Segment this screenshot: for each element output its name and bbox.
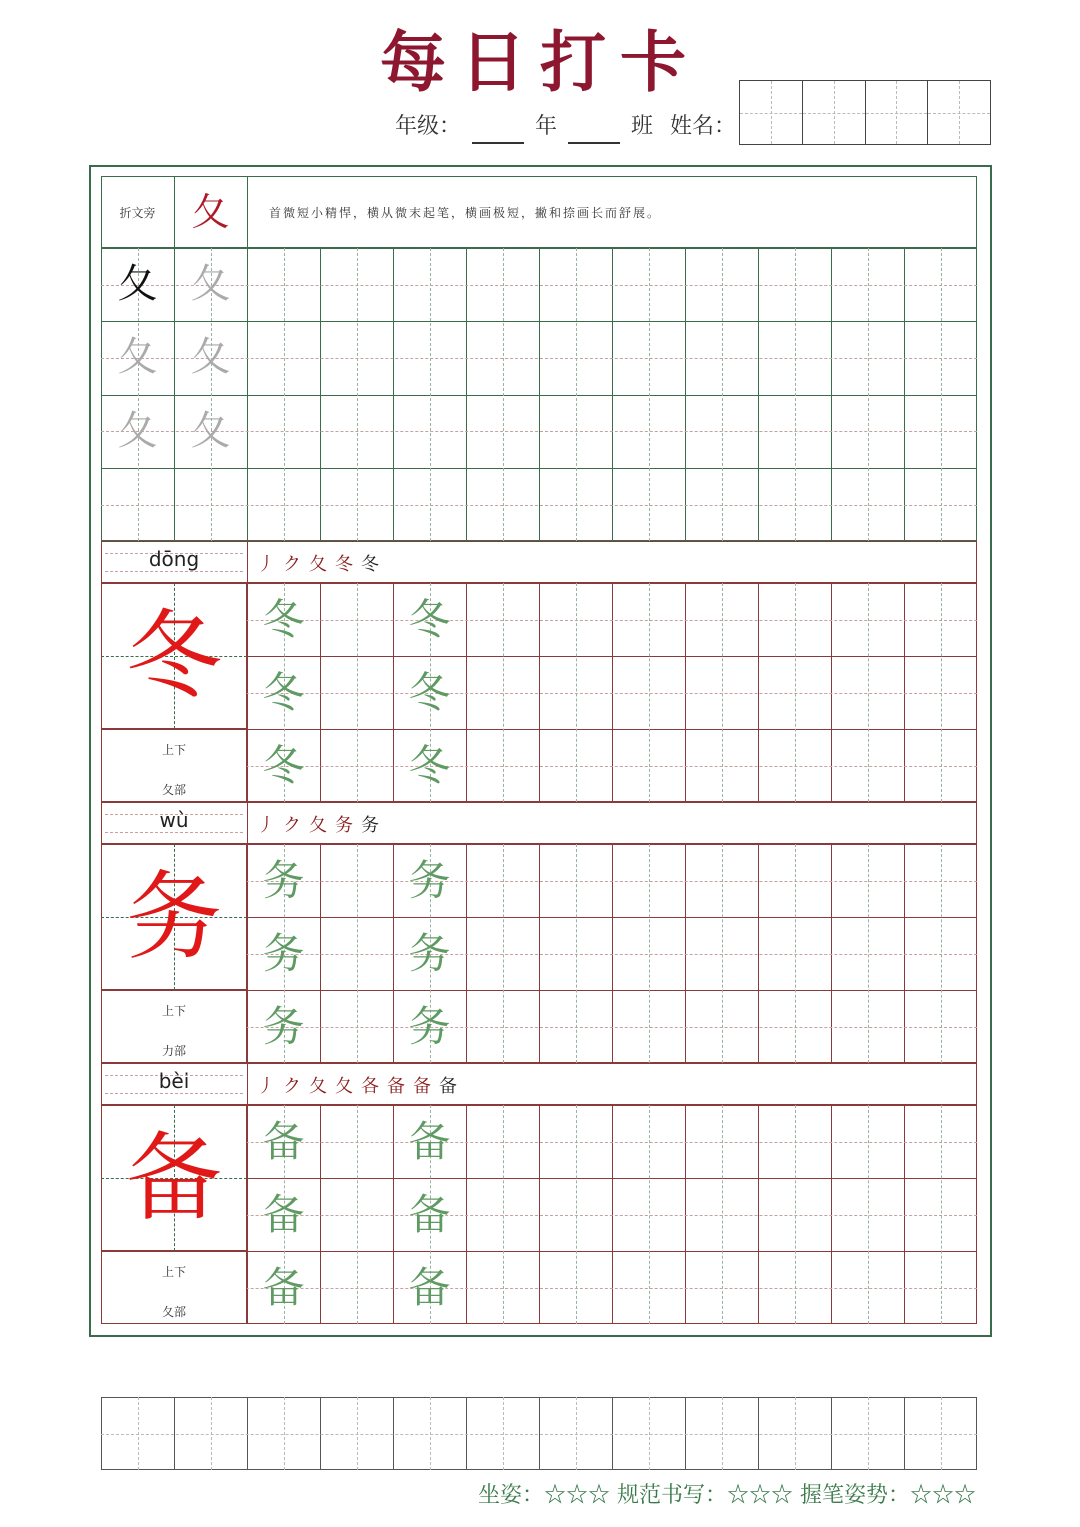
column-line bbox=[904, 248, 905, 541]
column-line bbox=[247, 248, 248, 541]
structure-label: 上下 bbox=[161, 1004, 186, 1018]
trace-char: 备 bbox=[262, 1190, 305, 1239]
mid-guide-line bbox=[649, 248, 650, 541]
trace-char: 冬 bbox=[262, 741, 305, 790]
trace-char: 务 bbox=[408, 1002, 451, 1051]
trace-char: 务 bbox=[408, 929, 451, 978]
pinyin: dōng bbox=[148, 547, 200, 571]
name-cell[interactable] bbox=[740, 81, 802, 144]
stroke-step: 丿 bbox=[257, 1076, 275, 1097]
model-char: 备 bbox=[126, 1122, 222, 1234]
stroke-step: 丿 bbox=[257, 554, 275, 575]
radical-char: 夂 bbox=[191, 190, 230, 234]
evaluation-footer: 坐姿：☆☆☆ 规范书写：☆☆☆ 握笔姿势：☆☆☆ bbox=[478, 1483, 976, 1508]
mid-guide-line bbox=[503, 1105, 504, 1324]
radical-tip: 首微短小精悍，横从微末起笔，横画极短，撇和捺画长而舒展。 bbox=[269, 206, 662, 220]
mid-guide-line bbox=[722, 583, 723, 802]
mid-guide-line bbox=[576, 844, 577, 1063]
structure-label: 上下 bbox=[161, 1265, 186, 1279]
mid-guide-line bbox=[284, 248, 285, 541]
mid-guide-line bbox=[722, 1105, 723, 1324]
name-cell[interactable] bbox=[865, 81, 928, 144]
mid-guide-line bbox=[576, 583, 577, 802]
trace-char: 冬 bbox=[408, 595, 451, 644]
mid-guide-line bbox=[795, 844, 796, 1063]
trace-char: 务 bbox=[408, 856, 451, 905]
name-cell[interactable] bbox=[927, 81, 990, 144]
column-line bbox=[320, 248, 321, 541]
radical-trace-char: 夂 bbox=[117, 334, 158, 381]
stroke-step: 夂 bbox=[335, 1076, 353, 1097]
column-line bbox=[247, 176, 248, 248]
mid-guide-line bbox=[430, 248, 431, 541]
model-char: 冬 bbox=[126, 600, 222, 712]
model-char: 务 bbox=[126, 861, 222, 973]
column-line bbox=[247, 541, 248, 583]
column-line bbox=[831, 248, 832, 541]
radical-trace-char: 夂 bbox=[190, 407, 231, 454]
name-box[interactable] bbox=[739, 80, 991, 145]
column-line bbox=[612, 248, 613, 541]
trace-char: 备 bbox=[262, 1117, 305, 1166]
mid-guide-line bbox=[868, 248, 869, 541]
trace-char: 务 bbox=[262, 856, 305, 905]
mid-guide-line bbox=[357, 583, 358, 802]
mid-guide-line bbox=[868, 844, 869, 1063]
radical-trace-char: 夂 bbox=[117, 407, 158, 454]
stroke-step: 夂 bbox=[309, 554, 327, 575]
mid-guide-line bbox=[503, 248, 504, 541]
stroke-step: 夂 bbox=[309, 1076, 327, 1097]
trace-char: 冬 bbox=[408, 668, 451, 717]
mid-guide-line bbox=[795, 248, 796, 541]
mid-guide-line bbox=[101, 505, 977, 506]
mid-guide-line bbox=[795, 583, 796, 802]
pinyin: bèi bbox=[158, 1069, 190, 1093]
pinyin-guide-line bbox=[105, 832, 243, 833]
trace-char: 冬 bbox=[408, 741, 451, 790]
mid-guide-line bbox=[576, 248, 577, 541]
trace-char: 备 bbox=[408, 1190, 451, 1239]
stroke-step: ク bbox=[283, 1076, 301, 1097]
trace-char: 冬 bbox=[262, 668, 305, 717]
mid-guide-line bbox=[503, 583, 504, 802]
stroke-step: 冬 bbox=[335, 554, 353, 575]
pinyin: wù bbox=[159, 808, 189, 832]
column-line bbox=[247, 802, 248, 844]
class-label: 班 bbox=[631, 114, 654, 139]
mid-guide-line bbox=[868, 583, 869, 802]
stroke-step: 备 bbox=[387, 1076, 405, 1097]
column-line bbox=[247, 1063, 248, 1105]
mid-guide-line bbox=[503, 844, 504, 1063]
stroke-step: 冬 bbox=[361, 554, 379, 575]
radical-label: 夂部 bbox=[161, 1305, 186, 1319]
mid-guide-line bbox=[576, 1105, 577, 1324]
mid-guide-line bbox=[868, 1105, 869, 1324]
mid-guide-line bbox=[722, 248, 723, 541]
mid-guide-line bbox=[941, 844, 942, 1063]
mid-guide-line bbox=[722, 844, 723, 1063]
stroke-step: 夂 bbox=[309, 815, 327, 836]
stroke-step: ク bbox=[283, 815, 301, 836]
grade-field[interactable] bbox=[472, 116, 524, 144]
stroke-step: 丿 bbox=[257, 815, 275, 836]
column-line bbox=[393, 248, 394, 541]
mid-guide-line bbox=[941, 248, 942, 541]
mid-guide-line bbox=[649, 844, 650, 1063]
mid-guide-line bbox=[649, 583, 650, 802]
radical-name: 折文旁 bbox=[119, 206, 156, 220]
trace-char: 冬 bbox=[262, 595, 305, 644]
mid-guide-line bbox=[357, 1105, 358, 1324]
column-line bbox=[539, 248, 540, 541]
stroke-step: 务 bbox=[361, 815, 379, 836]
pinyin-guide-line bbox=[105, 1093, 243, 1094]
mid-guide-line bbox=[357, 248, 358, 541]
column-line bbox=[758, 248, 759, 541]
structure-label: 上下 bbox=[161, 743, 186, 757]
name-cell[interactable] bbox=[802, 81, 865, 144]
student-info bbox=[395, 110, 736, 144]
trace-char: 备 bbox=[408, 1263, 451, 1312]
trace-char: 备 bbox=[408, 1117, 451, 1166]
column-line bbox=[685, 248, 686, 541]
radical-model-char: 夂 bbox=[117, 261, 158, 307]
mid-guide-line bbox=[101, 1434, 977, 1435]
class-field[interactable] bbox=[568, 116, 620, 144]
page-title: 每日打卡 bbox=[380, 23, 700, 101]
trace-char: 备 bbox=[262, 1263, 305, 1312]
radical-trace-char: 夂 bbox=[190, 261, 231, 307]
grade-label: 年级： bbox=[395, 114, 462, 139]
stroke-step: 备 bbox=[439, 1076, 457, 1097]
column-line bbox=[466, 248, 467, 541]
mid-guide-line bbox=[649, 1105, 650, 1324]
stroke-step: 各 bbox=[361, 1076, 379, 1097]
radical-label: 夂部 bbox=[161, 783, 186, 797]
stroke-step: 备 bbox=[413, 1076, 431, 1097]
trace-char: 务 bbox=[262, 1002, 305, 1051]
trace-char: 务 bbox=[262, 929, 305, 978]
mid-guide-line bbox=[357, 844, 358, 1063]
stroke-step: ク bbox=[283, 554, 301, 575]
pinyin-guide-line bbox=[105, 571, 243, 572]
radical-trace-char: 夂 bbox=[190, 334, 231, 381]
stroke-step: 务 bbox=[335, 815, 353, 836]
radical-label: 力部 bbox=[161, 1044, 186, 1058]
mid-guide-line bbox=[941, 583, 942, 802]
mid-guide-line bbox=[941, 1105, 942, 1324]
name-label: 姓名： bbox=[670, 114, 737, 139]
year-label: 年 bbox=[535, 114, 558, 139]
mid-guide-line bbox=[795, 1105, 796, 1324]
